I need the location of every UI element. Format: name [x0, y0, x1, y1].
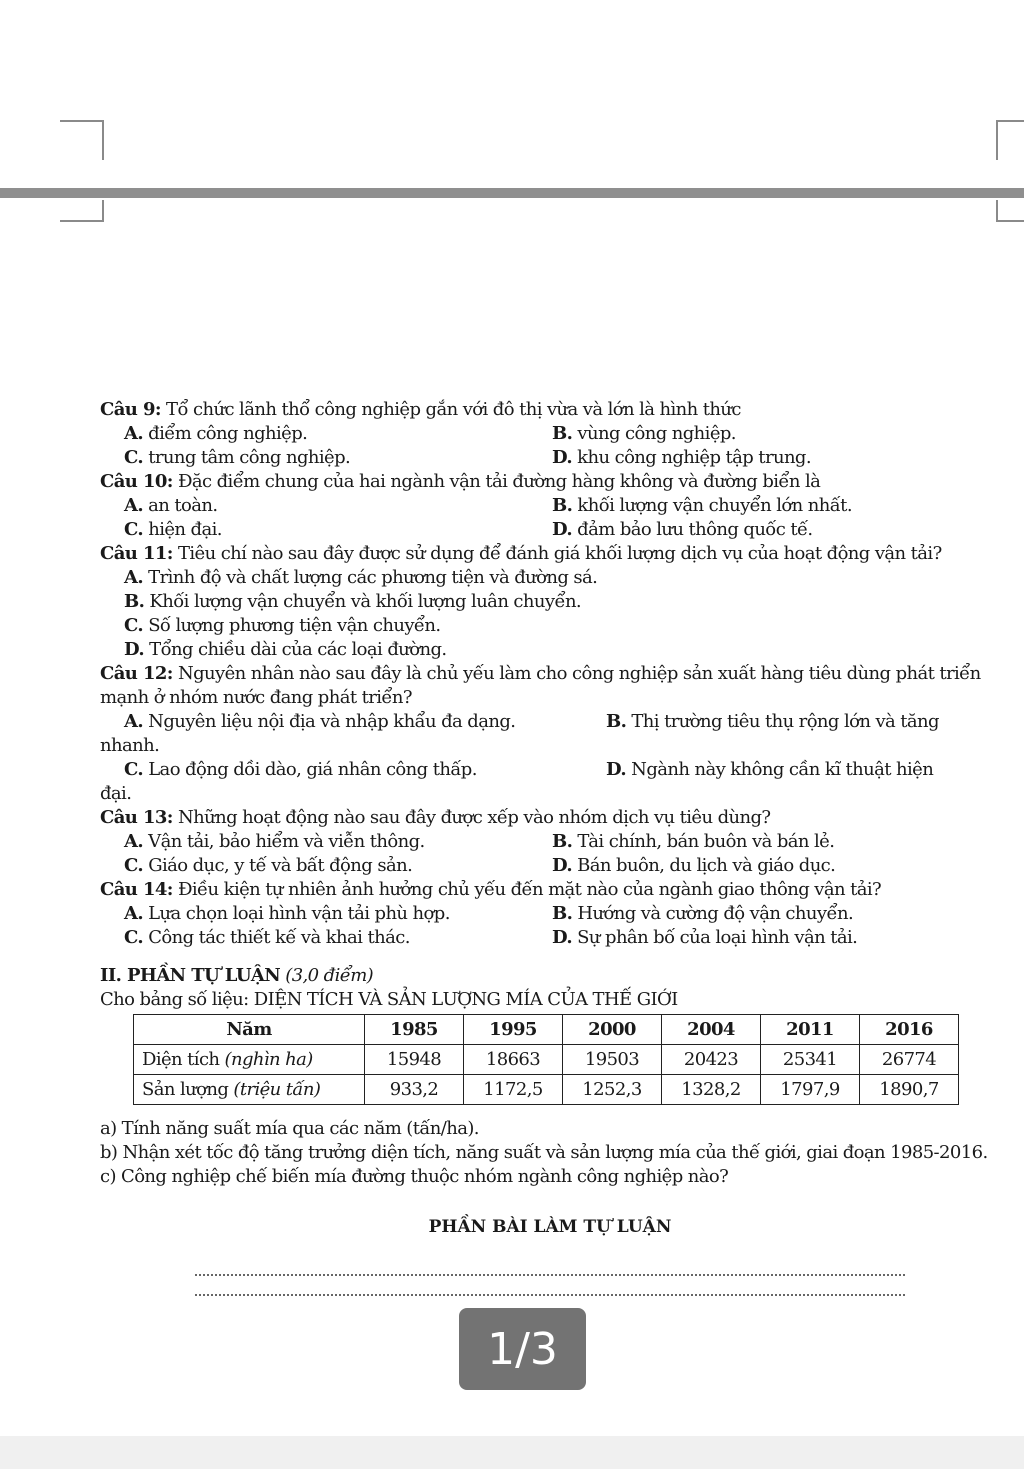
question-label: Câu 9:	[100, 399, 161, 420]
table-cell: 1252,3	[563, 1075, 662, 1105]
question-13	[100, 806, 1000, 878]
essay-heading: II. PHẦN TỰ LUẬN (3,0 điểm)	[100, 965, 374, 986]
table-cell: 18663	[464, 1045, 563, 1075]
question-text: Nguyên nhân nào sau đây là chủ yếu làm cho công nghiệp sản xuất hàng tiêu dùng phát triển mạnh ở nhóm nước đang phát triển?	[100, 663, 981, 708]
crop-mark-top-right	[996, 120, 1024, 160]
question-label: Câu 12:	[100, 663, 173, 684]
question-text: Tiêu chí nào sau đây được sử dụng để đánh giá khối lượng dịch vụ của hoạt động vận tải?	[177, 543, 942, 564]
option-d: D. Tổng chiều dài của các loại đường.	[124, 639, 447, 660]
question-10	[100, 470, 1000, 542]
table-cell: 25341	[761, 1045, 860, 1075]
question-9	[100, 398, 1000, 470]
option-c: C. trung tâm công nghiệp.	[124, 447, 351, 468]
data-table	[133, 1014, 959, 1105]
option-b: B. Thị trường tiêu thụ rộng lớn và tăng	[606, 711, 939, 732]
option-d: D. đảm bảo lưu thông quốc tế.	[552, 519, 813, 540]
table-header-cell: 2000	[563, 1015, 662, 1045]
option-b-continuation: nhanh.	[100, 735, 160, 756]
option-d: D. Ngành này không cần kĩ thuật hiện	[606, 759, 934, 780]
viewer-bottom-bar	[0, 1436, 1024, 1469]
option-a: A. Nguyên liệu nội địa và nhập khẩu đa dạng.	[124, 711, 516, 732]
table-row-label: Diện tích (nghìn ha)	[134, 1045, 365, 1075]
table-header-cell: Năm	[134, 1015, 365, 1045]
option-b: B. Khối lượng vận chuyển và khối lượng luân chuyển.	[124, 591, 582, 612]
task-b: b) Nhận xét tốc độ tăng trưởng diện tích, năng suất và sản lượng mía của thế giới, giai đoạn 1985-2016.	[100, 1142, 988, 1163]
table-cell: 933,2	[365, 1075, 464, 1105]
option-a: A. Trình độ và chất lượng các phương tiện và đường sá.	[124, 567, 598, 588]
table-cell: 19503	[563, 1045, 662, 1075]
table-header-cell: 2004	[662, 1015, 761, 1045]
task-c: c) Công nghiệp chế biến mía đường thuộc nhóm ngành công nghiệp nào?	[100, 1166, 729, 1187]
option-c: C. Số lượng phương tiện vận chuyển.	[124, 615, 441, 636]
option-a: A. Vận tải, bảo hiểm và viễn thông.	[124, 831, 425, 852]
option-b: B. khối lượng vận chuyển lớn nhất.	[552, 495, 852, 516]
option-a: A. Lựa chọn loại hình vận tải phù hợp.	[124, 903, 450, 924]
answer-section-title: PHẦN BÀI LÀM TỰ LUẬN	[428, 1217, 672, 1237]
table-cell: 1890,7	[860, 1075, 959, 1105]
option-a: A. điểm công nghiệp.	[124, 423, 308, 444]
crop-mark-top-left	[60, 120, 104, 160]
question-text: Điều kiện tự nhiên ảnh hưởng chủ yếu đến mặt nào của ngành giao thông vận tải?	[177, 879, 882, 900]
option-b: B. vùng công nghiệp.	[552, 423, 736, 444]
table-header-cell: 1995	[464, 1015, 563, 1045]
option-d: D. Bán buôn, du lịch và giáo dục.	[552, 855, 836, 876]
option-b: B. Hướng và cường độ vận chuyển.	[552, 903, 854, 924]
essay-section	[100, 964, 1000, 1296]
option-a: A. an toàn.	[124, 495, 218, 516]
option-c: C. Công tác thiết kế và khai thác.	[124, 927, 410, 948]
essay-intro: Cho bảng số liệu: DIỆN TÍCH VÀ SẢN LƯỢNG MÍA CỦA THẾ GIỚI	[100, 989, 678, 1010]
option-c: C. Lao động dồi dào, giá nhân công thấp.	[124, 759, 477, 780]
question-text: Những hoạt động nào sau đây được xếp vào nhóm dịch vụ tiêu dùng?	[177, 807, 771, 828]
table-cell: 26774	[860, 1045, 959, 1075]
task-a: a) Tính năng suất mía qua các năm (tấn/ha).	[100, 1118, 479, 1139]
table-header-cell: 2011	[761, 1015, 860, 1045]
table-cell: 20423	[662, 1045, 761, 1075]
answer-line	[195, 1276, 905, 1296]
option-b: B. Tài chính, bán buôn và bán lẻ.	[552, 831, 835, 852]
table-header-cell: 1985	[365, 1015, 464, 1045]
crop-mark-bottom-left	[60, 200, 104, 222]
option-c: C. hiện đại.	[124, 519, 222, 540]
page-indicator-badge: 1/3	[459, 1308, 586, 1390]
page-separator	[0, 188, 1024, 198]
table-header-cell: 2016	[860, 1015, 959, 1045]
option-c: C. Giáo dục, y tế và bất động sản.	[124, 855, 413, 876]
option-d: D. khu công nghiệp tập trung.	[552, 447, 811, 468]
table-row	[134, 1075, 959, 1105]
question-12	[100, 662, 1000, 806]
table-header-row	[134, 1015, 959, 1045]
question-text: Tổ chức lãnh thổ công nghiệp gắn với đô thị vừa và lớn là hình thức	[166, 399, 741, 420]
essay-tasks	[100, 1117, 1000, 1189]
table-cell: 1797,9	[761, 1075, 860, 1105]
option-d: D. Sự phân bố của loại hình vận tải.	[552, 927, 858, 948]
table-cell: 15948	[365, 1045, 464, 1075]
question-text: Đặc điểm chung của hai ngành vận tải đường hàng không và đường biển là	[177, 471, 821, 492]
answer-line	[195, 1256, 905, 1276]
table-cell: 1328,2	[662, 1075, 761, 1105]
question-label: Câu 10:	[100, 471, 173, 492]
table-cell: 1172,5	[464, 1075, 563, 1105]
table-row-label: Sản lượng (triệu tấn)	[134, 1075, 365, 1105]
question-label: Câu 13:	[100, 807, 173, 828]
crop-mark-bottom-right	[996, 200, 1024, 222]
question-label: Câu 11:	[100, 543, 173, 564]
option-d-continuation: đại.	[100, 783, 132, 804]
question-11	[100, 542, 1000, 662]
table-row	[134, 1045, 959, 1075]
document-page	[100, 398, 1000, 1296]
question-label: Câu 14:	[100, 879, 173, 900]
question-14	[100, 878, 1000, 950]
